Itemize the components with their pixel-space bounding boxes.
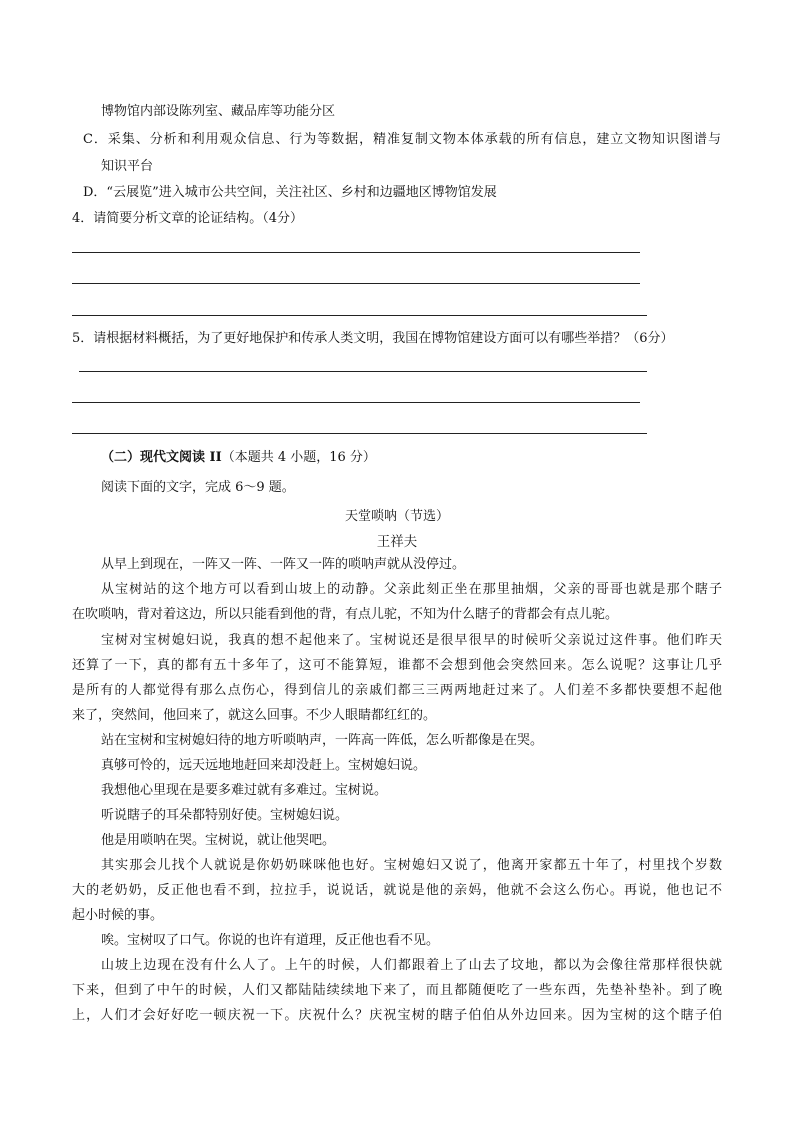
passage-line: 是所有的人都觉得有那么点伤心，得到信儿的亲戚们都三三两两地赶过来了。人们差不多都快要想不起他: [72, 683, 722, 698]
answer-line: [72, 315, 647, 316]
option-c-line2: 知识平台: [101, 159, 154, 174]
passage-author: 王祥夫: [376, 534, 418, 550]
question-5: 5．请根据材料概括，为了更好地保护和传承人类文明，我国在博物馆建设方面可以有哪些举措？（6分）: [72, 331, 674, 346]
passage-line: 上，人们才会好好吃一顿庆祝一下。庆祝什么？庆祝宝树的瞎子伯伯从外边回来。因为宝树的这个瞎子伯: [72, 1008, 722, 1023]
answer-line: [72, 433, 647, 434]
passage-line: 从早上到现在，一阵又一阵、一阵又一阵的唢呐声就从没停过。: [101, 557, 466, 572]
passage-line: 起小时候的事。: [72, 908, 164, 923]
section-heading-note: （本题共 4 小题，16 分）: [221, 450, 376, 465]
passage-line: 他是用唢呐在哭。宝树说，就让他哭吧。: [101, 833, 336, 848]
section-instruction: 阅读下面的文字，完成 6～9 题。: [101, 480, 295, 495]
passage-line: 真够可怜的，远天远地地赶回来却没赶上。宝树媳妇说。: [101, 758, 427, 773]
option-c-line1: C．采集、分析和利用观众信息、行为等数据，精准复制文物本体承载的所有信息，建立文物知识图谱与: [83, 132, 721, 147]
section-heading-title: （二）现代文阅读 II: [101, 450, 222, 465]
answer-line: [72, 252, 640, 253]
passage-line: 其实那会儿找个人就说是你奶奶咪咪他也好。宝树媳妇又说了，他离开家都五十年了，村里找个岁数: [101, 858, 722, 873]
passage-line: 在吹唢呐，背对着这边，所以只能看到他的背，有点儿驼，不知为什么瞎子的背都会有点儿驼。: [72, 607, 619, 622]
passage-line: 听说瞎子的耳朵都特别好使。宝树媳妇说。: [101, 808, 349, 823]
answer-line: [72, 283, 640, 284]
passage-line: 站在宝树和宝树媳妇待的地方听唢呐声，一阵高一阵低，怎么听都像是在哭。: [101, 733, 544, 748]
passage-line: 我想他心里现在是要多难过就有多难过。宝树说。: [101, 783, 388, 798]
passage-title: 天堂唢呐（节选）: [344, 509, 449, 524]
passage-line: 山坡上边现在没有什么人了。上午的时候，人们都跟着上了山去了坟地，都以为会像往常那样很快就: [101, 958, 722, 973]
passage-line: 从宝树站的这个地方可以看到山坡上的动静。父亲此刻正坐在那里抽烟，父亲的哥哥也就是那个瞎子: [101, 582, 722, 597]
passage-line: 大的老奶奶，反正他也看不到，拉拉手，说说话，就说是他的亲妈，他就不会这么伤心。再说，他也记不: [72, 883, 722, 898]
passage-line: 来了，突然间，他回来了，就这么回事。不少人眼睛都红红的。: [72, 708, 437, 723]
passage-line: 还算了一下，真的都有五十多年了，这可不能算短，谁都不会想到他会突然回来。怎么说呢？这事让几乎: [72, 658, 722, 673]
answer-line: [79, 371, 647, 372]
passage-line: 唉。宝树叹了口气。你说的也许有道理，反正他也看不见。: [101, 933, 440, 948]
option-d: D．“云展览”进入城市公共空间，关注社区、乡村和边疆地区博物馆发展: [83, 185, 497, 200]
passage-line: 宝树对宝树媳妇说，我真的想不起他来了。宝树说还是很早很早的时候听父亲说过这件事。他们昨天: [101, 633, 722, 648]
section-heading: [101, 449, 376, 467]
answer-line: [72, 402, 640, 403]
option-b-continuation: 博物馆内部设陈列室、藏品库等功能分区: [101, 104, 336, 119]
question-4: 4．请简要分析文章的论证结构。（4分）: [72, 211, 304, 226]
passage-line: 下来，但到了中午的时候，人们又都陆陆续续地下来了，而且都随便吃了一些东西，先垫补垫补。到了晚: [72, 983, 722, 998]
